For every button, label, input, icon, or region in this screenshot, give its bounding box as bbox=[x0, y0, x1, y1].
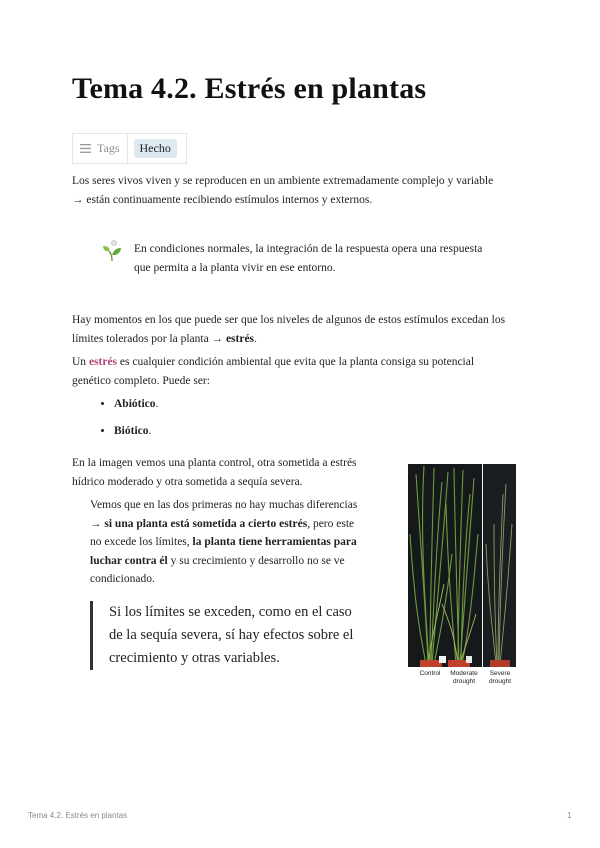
bold-term: → si una planta está sometida a cierto estrés bbox=[90, 517, 308, 530]
intro-line: → están continuamente recibiendo estímulos internos y externos. bbox=[72, 193, 373, 206]
text-span: . bbox=[254, 332, 257, 345]
text-span: . bbox=[148, 425, 152, 437]
figure-label: drought bbox=[452, 678, 476, 685]
page-number: 1 bbox=[567, 811, 572, 820]
page-title: Tema 4.2. Estrés en plantas bbox=[72, 72, 427, 105]
indent-line: Vemos que en las dos primeras no hay muchas diferencias bbox=[90, 499, 358, 511]
tag-badge[interactable]: Hecho bbox=[134, 139, 177, 158]
definition-line bbox=[72, 353, 532, 372]
blockquote bbox=[90, 601, 399, 670]
figure-label: Severe bbox=[489, 670, 511, 677]
highlight-term: estrés bbox=[88, 356, 118, 368]
indent-line bbox=[90, 515, 390, 534]
text-span: y su crecimiento y desarrollo no se ve bbox=[167, 554, 345, 567]
quote-line: de la sequía severa, sí hay efectos sobre el bbox=[109, 627, 354, 643]
list-item bbox=[114, 423, 158, 439]
tags-label: Tags bbox=[97, 141, 120, 155]
description-line: hídrico moderado y otra sometida a sequía severa. bbox=[72, 475, 303, 488]
image-description bbox=[72, 454, 392, 491]
indent-line bbox=[90, 533, 390, 552]
indented-paragraph bbox=[90, 496, 390, 589]
bold-term: Biótico bbox=[114, 425, 149, 437]
intro-line: Los seres vivos viven y se reproducen en un ambiente extremadamente complejo y variable bbox=[72, 175, 494, 187]
bold-term: Abiótico bbox=[114, 398, 156, 410]
list-item bbox=[114, 396, 158, 412]
callout bbox=[102, 240, 522, 278]
text-span: . bbox=[155, 398, 159, 410]
bold-term: estrés bbox=[225, 332, 255, 345]
figure-label: Moderate bbox=[450, 670, 478, 677]
stress-paragraph bbox=[72, 311, 532, 348]
callout-line: que permita a la planta vivir en ese entorno. bbox=[134, 262, 336, 274]
properties-bar bbox=[72, 133, 187, 164]
list-icon bbox=[80, 144, 91, 153]
definition-paragraph bbox=[72, 353, 532, 390]
definition-line: genético completo. Puede ser: bbox=[72, 374, 210, 387]
text-span: Un bbox=[72, 356, 89, 368]
stress-line bbox=[72, 330, 532, 349]
text-span: límites tolerados por la planta → bbox=[72, 332, 226, 345]
bold-term: luchar contra él bbox=[90, 554, 168, 567]
tags-property[interactable] bbox=[73, 134, 128, 163]
quote-line: crecimiento y otras variables. bbox=[109, 650, 280, 666]
description-line: En la imagen vemos una planta control, otra sometida a estrés bbox=[72, 457, 357, 469]
figure-label: drought bbox=[488, 678, 512, 685]
indent-line: condicionado. bbox=[90, 573, 155, 585]
text-span: es cualquier condición ambiental que evita que la planta consiga su potencial bbox=[117, 356, 475, 368]
text-span: , pero este bbox=[307, 517, 355, 530]
stress-line: Hay momentos en los que puede ser que los niveles de algunos de estos estímulos excedan los bbox=[72, 314, 506, 326]
callout-text bbox=[134, 240, 514, 278]
quote-line: Si los límites se exceden, como en el caso bbox=[109, 604, 352, 620]
callout-line: En condiciones normales, la integración de la respuesta opera una respuesta bbox=[134, 243, 483, 255]
drought-plants-image bbox=[408, 464, 516, 686]
intro-paragraph bbox=[72, 172, 532, 209]
seedling-icon bbox=[102, 240, 122, 262]
footer-title: Tema 4.2. Estrés en plantas bbox=[28, 811, 128, 820]
indent-line bbox=[90, 552, 390, 571]
text-span: no excede los límites, bbox=[90, 536, 193, 548]
figure-label: Control bbox=[419, 670, 441, 677]
stress-types-list bbox=[98, 396, 158, 450]
bold-term: la planta tiene herramientas para bbox=[192, 536, 357, 548]
